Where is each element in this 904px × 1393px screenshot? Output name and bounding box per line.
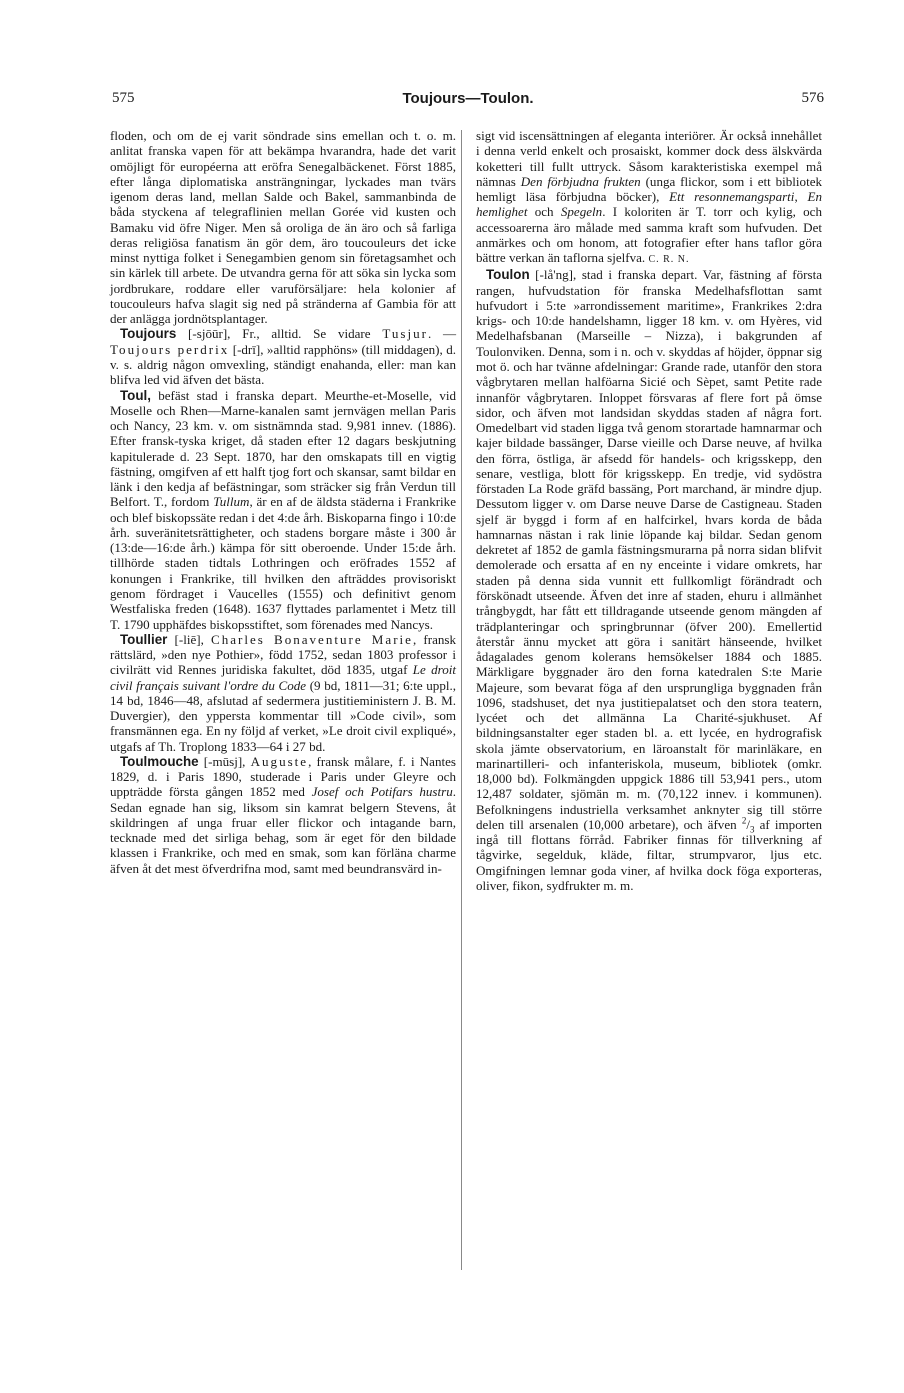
- page-number-left: 575: [112, 90, 135, 106]
- headword: Toujours: [120, 326, 177, 342]
- entry-text: [-liē],: [167, 631, 211, 647]
- entry-toul: [110, 388, 456, 632]
- entry-text: [-lå'ng], stad i franska depart. Var, fästning af första rangen, hufvudstation för franska Medelhafsflottan samt hufvudort i 5:te »arrondissement maritime», Frankrikes 2:dra krigs- och 10:de handelshamn, ligger 18 km. v. om Hyères, vid Medelhafsbanan (Marseille – Nizza), i bakgrunden af Toulonviken. Denna, som i n. och v. skyddas af höjder, öppnar sig mot ö. och har tvänne afdelningar: Grande rade, utanför den stora vågbrytaren mellan halföarna Sicié och Sèpet, samt Petite rade innanför vågbrytaren. Inloppet försvaras af flere fort på ömse sidor, och äfven mot landsidan skyddas staden af några fort. Omedelbart vid staden ligga två genom storartade hamnarmar och kajer bildade bassänger, Darse vieille och Darse neuve, af hvilka den förra, östliga, är afsedd för handels- och krigsskepp, den senare, vestliga, blott för krigsskepp. En tredje, vid sydöstra förstaden La Rode gräfd bassäng, Port marchand, är mindre djup. Dessutom ligger v. om Darse neuve Darse de Castigneau. Staden sjelf är byggd i form af en halfcirkel, hvars korda de båda hamnarnas nästan i rak linie löpande kaj bildar. Sedan genom dekretet af 1852 de gamla fästningsmurarna på norra sidan blifvit demolerade och ersatta af en ny enceinte i vidare omkrets, har staden på denna sida vunnit ett fullkomligt förändradt och förskönadt utseende. Äfven det inre af staden, ehuru i allmänhet trångbygdt, har fått ett tilldragande utseende genom mängden af trädplanteringar och springbrunnar (öfver 200). Emellertid återstår ännu mycket att göra i sanitärt hänseende, hvilket ådagalades genom kolerans hemsökelser 1884 och 1885. Märkligare byggnader äro den forna katedralen S:te Marie Majeure, som bevarat föga af den ursprungliga byggnaden från 1096, stadshuset, det nya justitiepalatset och den stora teatern, lycéet och det allmänna La Charité-sjukhuset. Af bildningsanstalter eger staden bl. a. ett lycée, en hydrografisk skola jämte observatorium, en läroanstalt för marinläkare, en marinartilleri- och infanteriskola, museum, bibliotek (omkr. 18,000 bd). Folkmängden uppgick 1886 till 53,941 pers., utom 12,487 soldater, sjömän m. m. (70,122 innev. i kommunen). Befolkningens industriella verksamhet anknyter sig till större delen till arsenalen (10,000 arbetare), och äfven: [476, 267, 822, 832]
- entry-text: (unga flickor, som i ett bibliotek hemligt läsa förbjudna böcker),: [476, 173, 823, 205]
- phrase: Toujours perdrix: [110, 341, 230, 357]
- entry-text: [-mūsj],: [198, 753, 251, 769]
- italic-text: Josef och Potifars hustru: [311, 784, 453, 800]
- italic-text: En hemlighet: [476, 189, 822, 220]
- entry-text: . —: [427, 326, 456, 342]
- entry-text: ,: [794, 189, 808, 205]
- headword: Toulmouche: [120, 753, 199, 769]
- headword: Toulon: [486, 267, 530, 283]
- entry-text: , fransk rättslärd, »den nye Pothier», född 1752, sedan 1803 professor i civilrätt vid Rennes juridiska fakultet, död 1835, utgaf: [110, 631, 456, 678]
- fraction-numerator: 2: [741, 815, 747, 826]
- entry-toulon: Toulon [-lå'ng], stad i franska depart. Var, fästning af första rangen, hufvudstation för franska Medelhafsflottan samt hufvudort i 5:te »arrondissement maritime», Frankrikes 2:dra krigs- och 10:de handelshamn, ligger 18 km. v. om Hyères, vid Medelhafsbanan (Marseille – Nizza), i bakgrunden af Toulonviken. Denna, som i n. och v. skyddas af höjder, öppnar sig mot ö. och har tvänne afdelningar: Grande rade, utanför den stora vågbrytaren mellan halföarna Sicié och Sèpet, samt Petite rade innanför vågbrytaren. Inloppet försvaras af flere fort på ömse sidor, och äfven mot landsidan skyddas staden af några fort. Omedelbart vid staden ligga två genom storartade hamnarmar och kajer bildade bassänger, Darse vieille och Darse neuve, af hvilka den förra, östliga, är afsedd för handels- och krigsskepp, den senare, vestliga, blott för krigsskepp. En tredje, vid sydöstra förstaden La Rode gräfd bassäng, Port marchand, är mindre djup. Dessutom ligger v. om Darse neuve Darse de Castigneau. Staden sjelf är byggd i form af en halfcirkel, hvars korda de båda hamnarnas nästan i rak linie löpande kaj bildar. Sedan genom dekretet af 1852 de gamla fästningsmurarna på norra sidan blifvit demolerade och ersatta af en ny enceinte i vidare omkrets, har staden på denna sida vunnit ett fullkomligt förändradt och förskönadt utseende. Äfven det inre af staden, ehuru i allmänhet trångbygdt, har fått ett tilldragande utseende genom mängden af trädplanteringar och springbrunnar (öfver 200). Emellertid återstår ännu mycket att göra i sanitärt hänseende, hvilket ådagalades genom kolerans hemsökelser 1884 och 1885. Märkligare byggnader äro den forna katedralen S:te Marie Majeure, som bevarat föga af den ursprungliga byggnaden från 1096, stadshuset, det nya justitiepalatset och den stora teatern, lycéet och det allmänna La Charité-sjukhuset. Af bildningsanstalter eger staden bl. a. ett lycée, en hydrografisk skola jämte observatorium, en läroanstalt för marinläkare, en marinartilleri- och infanteriskola, museum, bibliotek (omkr. 18,000 bd). Folkmängden uppgick 1886 till 53,941 pers., utom 12,487 soldater, sjömän m. m. (70,122 innev. i kommunen). Befolkningens industriella verksamhet anknyter sig till större delen till arsenalen (10,000 arbetare), och äfven $^2/_3$ af importen ingå till flottans förråd. Fabriker finnas för tillverkning af tågvirke, segelduk, kläde, filtar, strumpvaror, ljus etc. Omgifningen lemnar goda viner, af hvilka dock föga exporteras, oliver, fikon, sydfrukter m. m.: [476, 267, 823, 894]
- entry-text: , fransk målare, f. i Nantes 1829, d. i Paris 1890, studerade i Paris under Gleyre och uppträdde första gången 1852 med: [110, 753, 456, 800]
- italic-text: Ett resonnemangsparti: [669, 189, 795, 205]
- entry-text: befäst stad i franska depart. Meurthe-et-Moselle, vid Moselle och Rhen—Marne-kanalen samt jernvägen mellan Paris och Nancy, 23 km. v. om sistnämnda stad. 9,981 innev. (1886). Efter fransk-tyska kriget, då staden efter 12 dagars beskjutning kapitulerade d. 23 Sept. 1870, har den omskapats till en vigtig fästning, omgifven af ett halft tjog fort och skansar, samt bildar en länk i den kedja af befästningar, som sträcker sig från Verdun till Belfort. T., fordom: [110, 387, 456, 510]
- person-name: Charles Bonaventure Marie: [211, 631, 413, 647]
- italic-text: Spegeln: [560, 204, 603, 220]
- headword: Toullier: [120, 631, 168, 647]
- entry-toulmouche: [110, 754, 456, 876]
- left-column: [110, 128, 456, 876]
- entry-text: , är en af de äldsta städerna i Frankrike och blef biskopssäte redan i det 4:de årh. Biskoparna fingo i 10:de årh. suveränitetsrättigheter, och stadens borgare måste i 300 år (13:de—16:de årh.) kämpa för sitt oberoende. Under 15:de årh. tillhörde staden tidtals Lothringen och eröfrades 1552 af konungen i Frankrike, till hvilken den afträddes provisoriskt genom fördraget i Vaucelles (1555) och definitivt genom Westfaliska freden (1648). 1637 flyttades parlamentet i Metz till T. 1790 upphäfdes biskopsstiftet, som förenades med Nancys.: [110, 494, 456, 632]
- entry-text: sigt vid iscensättningen af eleganta interiörer. Är också innehållet i denna verld enkelt och prosaiskt, kommer dock dess älskvärda koketteri till fullt uttryck. Såsom karakteristiska exempel må nämnas: [476, 128, 822, 189]
- entry-text: . Sedan egnade han sig, liksom sin kamrat belgern Stevens, åt skildringen af unga fruar eller flickor och intagande barn, tecknade med det sirliga behag, som är eget för den bildade klassen i Frankrike, och med en smak, som kan förläna charme äfven åt det mest öfverdrifna mod, samt med beundransvärd in-: [110, 784, 456, 876]
- column-divider: [461, 130, 462, 1270]
- continued-paragraph: [476, 128, 822, 267]
- entry-text: (9 bd, 1811—31; 6:te uppl., 14 bd, 1846—48, afslutad af sedermera justitieministern J. B. M. Duvergier), den yppersta kommentar till »Code civil», som fransmännen ega. En ny följd af verket, »Le droit civil expliqué», utgafs af Th. Troplong 1833—64 i 27 bd.: [110, 677, 456, 754]
- continued-paragraph: floden, och om de ej varit söndrade sins emellan och t. o. m. anlitat franska vapen för att bekämpa hvarandra, hade det varit omöjligt för européerna att eröfra Senegalbäckenet. Först 1885, efter långa diplomatiska ansträngningar, lyckades man tvärs igenom deras land, mellan Salde och Bakel, sammanbinda de båda styckena af telegraflinien mellan Gorée vid kusten och Bamaku vid öfre Niger. Men så oroliga de än äro och så farliga deras religiösa fanatism än gör dem, äro toucouleurs det icke minst nyttiga folket i Senegambien genom sin företagsamhet och sin kärlek till arbete. De utvandra gerna för att söka sin lycka som jordbrukare, roddare eller varuförsäljare: hela kolonier af toucouleurs hafva slagit sig ned på stränderna af Gambia för att der anlägga jordnötsplantager.: [110, 128, 456, 327]
- entry-text: [-sjōūr], Fr., alltid. Se vidare: [176, 326, 383, 342]
- running-title: Toujours—Toulon.: [402, 90, 534, 107]
- italic-text: Den förbjudna frukten: [520, 173, 641, 189]
- person-name: Auguste: [250, 753, 309, 769]
- entry-text: och: [527, 204, 561, 220]
- entry-text: [-drī], »alltid rapphöns» (till middagen), d. v. s. aldrig någon omvexling, ständigt enahanda, eller: man kan blifva led vid äfven det bästa.: [110, 341, 456, 388]
- headword: Toul,: [120, 387, 151, 403]
- author-signature: C. R. N.: [648, 254, 690, 266]
- italic-text: Le droit civil français suivant l'ordre du Code: [110, 662, 456, 693]
- page-number-right: 576: [801, 90, 824, 106]
- fraction-denominator: 3: [749, 824, 755, 835]
- page-header: [112, 90, 824, 116]
- right-column: [476, 128, 822, 893]
- entry-text: . I koloriten är T. torr och kylig, och accessoarerna äro målade med samma kraft som hufvuden. Det anmärkes och om honom, att fotografier efter hans taflor göra bättre verkan än taflorna sjelfva.: [476, 204, 822, 266]
- entry-toujours: [110, 326, 456, 387]
- entry-text: af importen ingå till flottans förråd. Fabriker finnas för tillverkning af tågvirke, segelduk, kläde, filtar, strumpvaror, ljus etc. Omgifningen lemnar goda viner, af hvilka dock föga exporteras, oliver, fikon, sydfrukter m. m.: [476, 816, 823, 894]
- cross-reference: Tusjur: [382, 326, 428, 342]
- italic-text: Tullum: [213, 494, 250, 510]
- entry-toullier: [110, 632, 456, 754]
